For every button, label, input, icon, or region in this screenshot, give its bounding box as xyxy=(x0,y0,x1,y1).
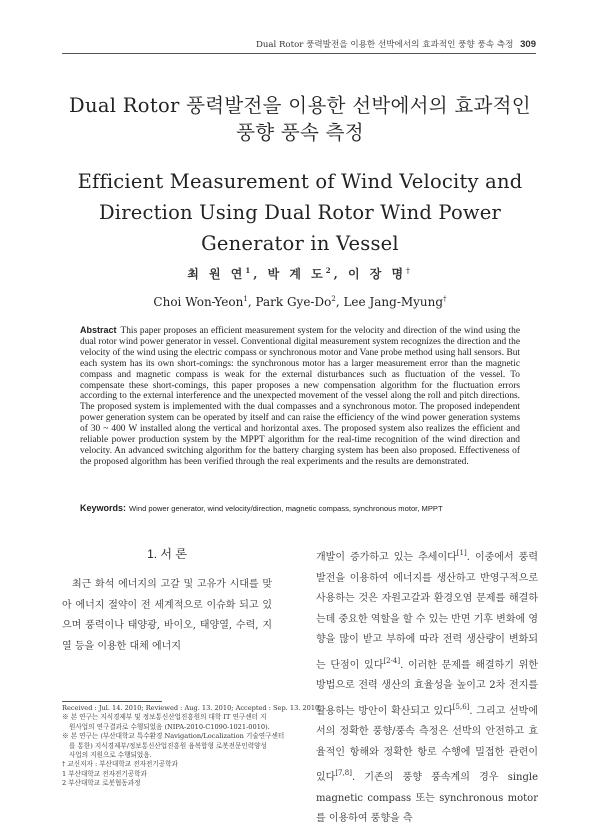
title-english-line-1: Efficient Measurement of Wind Velocity and xyxy=(77,170,523,193)
author-separator: , xyxy=(333,267,348,281)
text-run: 개발이 증가하고 있는 추세이다 xyxy=(316,552,457,563)
author-separator: , xyxy=(253,267,268,281)
title-korean-line-2: 풍향 풍속 측정 xyxy=(236,121,364,144)
title-korean xyxy=(62,92,538,146)
text-run: . 기존의 풍향 풍속계의 경우 single magnetic compass 또는 synchronous motor를 이용하여 풍향을 측 xyxy=(316,772,538,824)
author-1-en-affiliation: 1 xyxy=(243,295,248,303)
author-2-en: Park Gye-Do xyxy=(255,295,332,309)
footnote-affiliation-2: 2 부산대학교 로봇협동과정 xyxy=(62,779,141,788)
author-2-ko: 박 계 도 xyxy=(267,267,326,281)
abstract-label: Abstract xyxy=(80,325,117,335)
author-1-ko-affiliation: 1 xyxy=(245,266,254,275)
authors-english xyxy=(62,295,538,309)
title-english xyxy=(62,166,538,259)
author-3-en: Lee Jang-Myung xyxy=(343,295,444,309)
citation-ref: [2-4] xyxy=(383,656,401,665)
footnote-corresponding: † 교신저자 : 부산대학교 전자전기공학과 xyxy=(62,760,178,769)
text-run: . 그리고 선박에서의 정확한 풍향/풍속 측정은 선박의 안전하고 효율적인 항해와 정확한 항로 수행에 밀접한 관련이 있다 xyxy=(316,705,538,783)
citation-ref: [5,6] xyxy=(452,702,470,711)
footnote-rule xyxy=(62,701,162,702)
author-1-en: Choi Won-Yeon xyxy=(153,295,244,309)
author-1-ko: 최 원 연 xyxy=(187,267,246,281)
running-header xyxy=(256,38,536,50)
footnote-dates: Received : Jul. 14. 2010; Reviewed : Aug. 13. 2010; Accepted : Sep. 13. 2010 xyxy=(62,704,320,712)
footnote-funding-1: ※ 본 연구는 지식경제부 및 정보통신산업진흥원의 대학 IT 연구센터 지 xyxy=(62,713,267,722)
intro-paragraph-continued xyxy=(316,543,538,830)
author-2-en-affiliation: 2 xyxy=(331,295,336,303)
abstract xyxy=(80,325,520,468)
text-run: . 이러한 문제를 해결하기 위한 방법으로 전력 생산의 효율성을 높이고 2차 전지를 활용하는 방안이 확산되고 있다 xyxy=(316,659,538,717)
footnote-funding-2: ※ 본 연구는 (부산대학교 특수환경 Navigation/Localization 기술연구센터 xyxy=(62,732,285,741)
title-english-line-3: Generator in Vessel xyxy=(201,232,399,255)
keywords-text: Wind power generator, wind velocity/direction, magnetic compass, synchronous motor, MPPT xyxy=(129,504,443,513)
keywords xyxy=(80,503,520,513)
page-number: 309 xyxy=(520,39,536,50)
title-korean-line-1: Dual Rotor 풍력발전을 이용한 선박에서의 효과적인 xyxy=(69,94,531,117)
footnotes xyxy=(62,704,320,789)
header-rule xyxy=(62,53,536,54)
right-column xyxy=(316,543,538,830)
author-3-ko: 이 장 명 xyxy=(347,267,407,281)
title-english-line-2: Direction Using Dual Rotor Wind Power xyxy=(98,201,502,224)
citation-ref: [7,8] xyxy=(335,769,352,777)
running-header-title: Dual Rotor 풍력발전을 이용한 선박에서의 효과적인 풍향 풍속 측정 xyxy=(255,40,514,50)
author-3-en-corresponding-mark: † xyxy=(443,295,447,303)
author-separator: , xyxy=(335,295,344,309)
authors-korean xyxy=(62,265,538,282)
footnote-funding-2-cont: 를 통한) 지식경제부/정보통신산업진흥원 융복합형 로봇전문인력양성 xyxy=(69,741,267,750)
text-run: . 이중에서 풍력발전을 이용하여 에너지를 생산하고 반영구적으로 사용하는 것은 자원고갈과 환경오염 문제를 해결하는데 중요한 역할을 할 수 있는 반면 기후 변화에 영향을 많이 받고 부하에 따라 전력 생산량이 변화되는 단점이 있다 xyxy=(316,552,538,671)
footnote-affiliation-1: 1 부산대학교 전자전기공학과 xyxy=(62,769,147,778)
footnote-funding-1-cont: 원사업의 연구결과로 수행되었음 (NIPA-2010-C1090-1021-0010). xyxy=(69,722,270,731)
author-separator: , xyxy=(247,295,256,309)
intro-paragraph-1: 최근 화석 에너지의 고갈 및 고유가 시대를 맞아 에너지 절약이 전 세계적으로 이슈화 되고 있으며 풍력이나 태양광, 바이오, 태양열, 수력, 지열 등을 이용한 대체 에너지 xyxy=(62,579,272,652)
left-column xyxy=(62,575,272,657)
abstract-text: This paper proposes an efficient measurement system for the velocity and direction of the wind using the dual rotor wind power generator in vessel. Conventional digital measurement system recognizes the direction and the velocity of the wind using the electric compass or synchronous motor and Vane probe method using hall sensors. But each system has its own short-comings: the synchronous motor has a larger measurement error than the magnetic compass and magnetic compass is weak for the external disturbances such as fluctuation of the vessel. To compensate these short-comings, this paper proposes a new compensation algorithm for the fluctuation errors according to the external interference and the unexpected movement of the vessel along the roll and pitch directions. The proposed system is implemented with the dual compasses and a synchronous motor. The proposed independent power generation system can be operated by itself and can raise the efficiency of the wind power generation systems of 30 ~ 400 W installed along the vertical and horizontal axes. The proposed system also realizes the efficient and reliable power production system by the MPPT algorithm for the real-time recognition of the wind direction and velocity. An advanced switching algorithm for the battery charging system has been also proposed. Effectiveness of the proposed algorithm has been verified through the real experiments and the results are demonstrated. xyxy=(80,326,520,467)
section-heading-introduction: 1. 서 론 xyxy=(147,547,187,561)
author-3-ko-corresponding-mark: † xyxy=(406,266,413,275)
keywords-label: Keywords: xyxy=(80,503,127,513)
citation-ref: [1] xyxy=(456,549,467,557)
footnote-funding-2-cont: 사업의 지원으로 수행되었음. xyxy=(69,751,152,760)
author-2-ko-affiliation: 2 xyxy=(325,266,334,275)
